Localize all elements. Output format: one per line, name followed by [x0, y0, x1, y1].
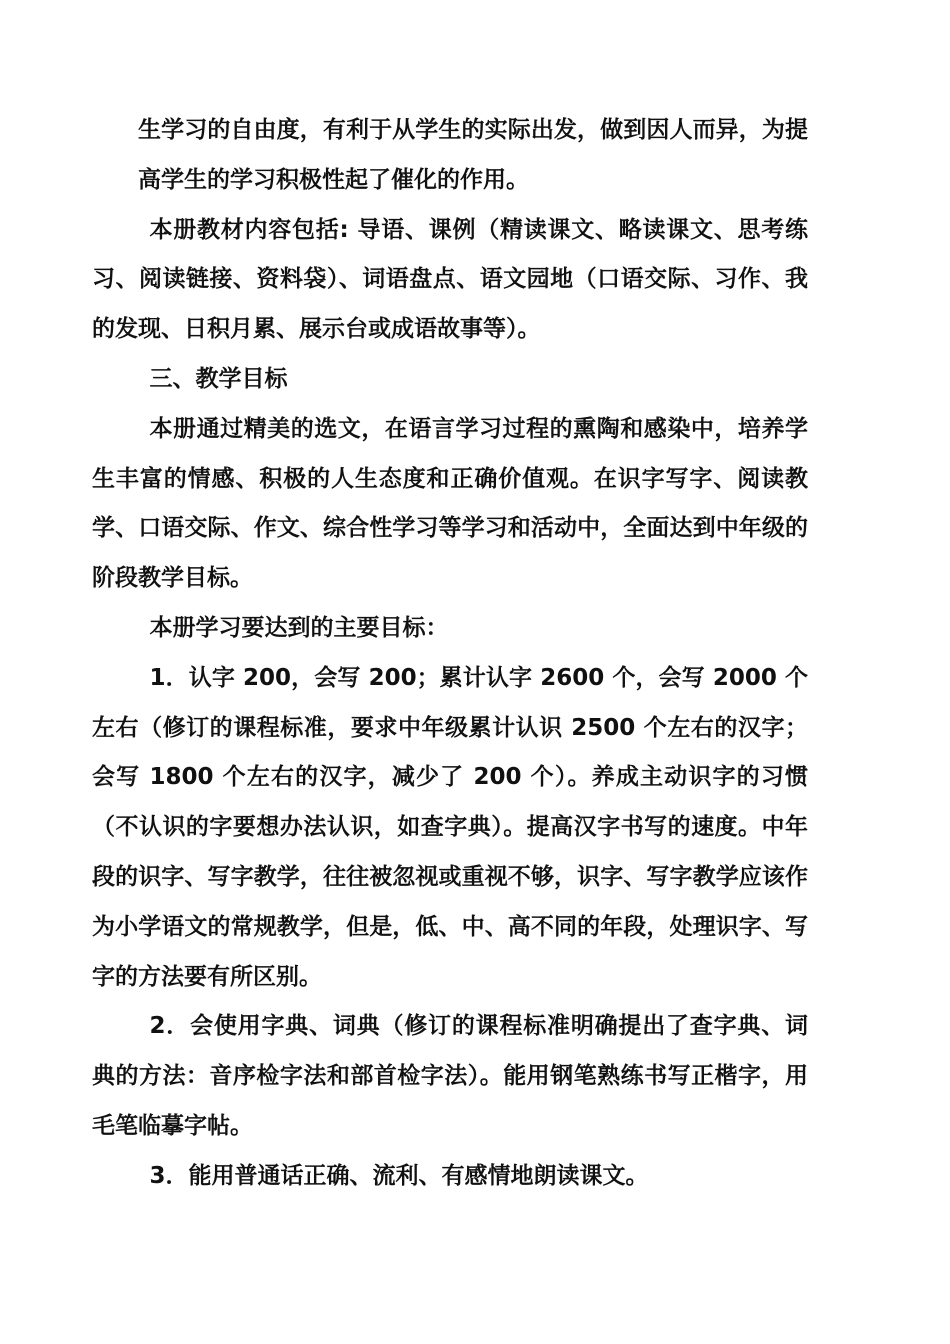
paragraph-textbook-content: 本册教材内容包括: 导语、课例（精读课文、略读课文、思考练习、阅读链接、资料袋）、词语盘点、语文园地（口语交际、习作、我的发现、日积月累、展示台或成语故事等）。 — [92, 216, 808, 343]
list-item-goal-3: 3．能用普通话正确、流利、有感情地朗读课文。 — [149, 1162, 649, 1189]
paragraph-continuation: 生学习的自由度，有利于从学生的实际出发，做到因人而异，为提高学生的学习积极性起了催化的作用。 — [138, 117, 808, 193]
section-heading-teaching-goals: 三、教学目标 — [149, 365, 288, 392]
list-item-goal-2: 2．会使用字典、词典（修订的课程标准明确提出了查字典、词典的方法：音序检字法和部首检字法）。能用钢笔熟练书写正楷字，用毛笔临摹字帖。 — [92, 1013, 808, 1139]
list-item-goal-1: 1．认字 200，会写 200；累计认字 2600 个，会写 2000 个左右（修订的课程标准，要求中年级累计认识 2500 个左右的汉字；会写 1800 个左右的汉字，减少了 200 个）。养成主动识字的习惯（不认识的字要想办法认识，如查字典）。提高汉字书写的速度。中年段的识字、写字教学，往往被忽视或重视不够，识字、写字教学应该作为小学语文的常规教学，但是，低、中、高不同的年段，处理识字、写字的方法要有所区别。 — [92, 664, 808, 990]
paragraph-main-goals-label: 本册学习要达到的主要目标： — [149, 614, 449, 641]
document-body — [92, 106, 808, 1202]
paragraph-goals-intro: 本册通过精美的选文，在语言学习过程的熏陶和感染中，培养学生丰富的情感、积极的人生态度和正确价值观。在识字写字、阅读教学、口语交际、作文、综合性学习等学习和活动中，全面达到中年级的阶段教学目标。 — [92, 415, 808, 592]
